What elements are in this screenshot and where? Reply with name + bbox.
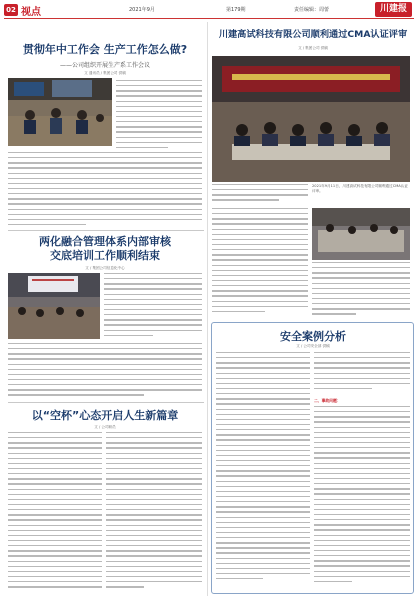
review-meeting-photo	[212, 56, 410, 182]
article4-text-col2	[312, 262, 410, 318]
section-name: 视点	[21, 7, 41, 18]
article2-text-right	[104, 273, 202, 339]
article4-photo-caption: 2021年9月11日，川建高试科技有限公司顺利通过CMA认证评审。	[312, 184, 408, 194]
masthead-logo: 川建报	[375, 2, 412, 17]
safety-case-text-col1	[216, 352, 310, 590]
article3-byline: 文 / 公司职员	[94, 425, 116, 429]
safety-case-byline: 文 / 公司安全部 供稿	[296, 344, 330, 348]
article2-title-line1: 两化融合管理体系内部审核	[39, 235, 171, 248]
article3-text-col2	[106, 432, 202, 594]
safety-case-title: 安全案例分析	[280, 330, 346, 343]
article4-text-col1-top	[212, 184, 308, 208]
article4-byline: 文 / 集团公司 供稿	[298, 46, 328, 50]
training-photo	[8, 273, 100, 339]
article1-text-right	[116, 80, 202, 150]
article4-text-col1	[212, 208, 308, 316]
article-separator	[8, 230, 204, 231]
article4-photo	[212, 56, 410, 182]
page-number: 02	[4, 4, 18, 16]
office-photo	[312, 208, 410, 260]
article2-title-line2: 交底培训工作顺利结束	[50, 249, 160, 262]
article3-title: 以“空杯”心态开启人生新篇章	[31, 409, 179, 422]
article1-text-bottom	[8, 152, 202, 228]
issue-date: 2021年9月	[129, 7, 155, 13]
article2-text-bottom	[8, 343, 202, 401]
article1-title: 贯彻年中工作会 生产工作怎么做?	[22, 43, 188, 56]
article2-byline: 文 / 集团公司信息化中心	[85, 266, 125, 270]
article4-photo2	[312, 208, 410, 260]
article2-photo	[8, 273, 100, 339]
article1-byline: 文 通讯员 / 集团公司 供稿	[84, 71, 126, 75]
article-separator	[8, 402, 204, 403]
page-header	[4, 2, 414, 19]
article1-photo	[8, 78, 112, 146]
article3-text-col1	[8, 432, 102, 594]
article1-subtitle: ——公司组织开展生产系工作会议	[59, 62, 150, 69]
column-divider	[207, 22, 208, 596]
safety-case-text-col2	[314, 406, 410, 590]
safety-case-text-col2-top	[314, 352, 410, 396]
safety-case-section-label: 二、事故问题：	[314, 398, 341, 403]
editor-credit: 责任编辑：周蕾	[294, 7, 330, 13]
article4-title: 川建高试科技有限公司顺利通过CMA认证评审	[218, 29, 408, 40]
meeting-photo	[8, 78, 112, 146]
issue-number: 第179期	[226, 7, 246, 13]
